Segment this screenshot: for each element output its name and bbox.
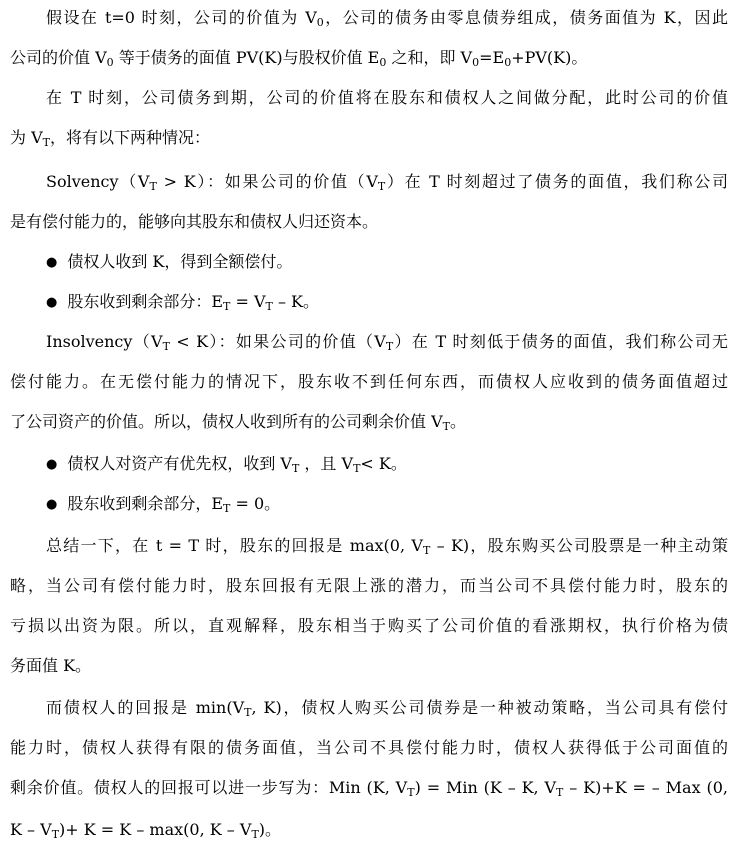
text-run: +PV(K)。 [511,48,588,67]
summary-line-1 [46,534,742,558]
creditor-line-4 [10,818,742,842]
solvency-bullet-1 [46,250,742,274]
subscript: T [353,462,361,475]
text-run: 股东收到剩余部分：E [67,292,224,311]
creditor-line-3 [10,776,742,800]
subscript: 0 [379,56,387,69]
text-run: – K)+K = – Max (0, [563,778,728,797]
text-run: 是有偿付能力的，能够向其股东和债权人归还资本。 [10,212,379,231]
text-run: 等于债务的面值 PV(K)与股权价值 E [113,48,380,67]
text-run: 了公司资产的价值。所以，债权人收到所有的公司剩余价值 V [10,412,443,431]
subscript: T [51,828,60,841]
text-run: – K。 [272,292,319,311]
text-run: < K。 [360,454,407,473]
bullet-icon: ● [46,497,58,512]
insolvency-line-1 [46,330,742,354]
insolvency-bullet-1 [46,452,742,476]
bullet-icon: ● [46,457,58,472]
text-run: ，将有以下两种情况： [50,128,211,147]
text-run: – K)，股东购买公司股票是一种主动策 [430,536,728,555]
insolvency-bullet-2 [46,492,742,516]
bullet-icon: ● [46,255,58,270]
subscript: 0 [504,56,512,69]
text-run: = 0。 [230,494,281,513]
text-run: ，公司的债务由零息债券组成，债务面值为 K，因此 [323,8,728,27]
text-run: )。 [258,820,282,839]
p2-line-1 [46,86,742,110]
subscript: 0 [472,56,480,69]
text-run: , K)，债权人购买公司债券是一种被动策略，当公司具有偿付 [251,698,728,717]
text-run: )+ K = K – max(0, K – V [59,820,252,839]
subscript: T [556,786,564,799]
text-run: < K）：如果公司的价值（V [169,332,386,351]
text-run: K – V [10,820,52,839]
text-run: 债权人对资产有优先权，收到 V [67,454,292,473]
creditor-line-2 [10,736,742,760]
subscript: T [223,300,231,313]
p1-line-1 [46,6,742,30]
text-run: 在 T 时刻，公司债务到期，公司的价值将在股东和债权人之间做分配，此时公司的价值 [46,88,728,107]
text-run: 剩余价值。债权人的回报可以进一步写为：Min (K, V [10,778,408,797]
text-run: 股东收到剩余部分，E [67,494,224,513]
text-run: 偿付能力。在无偿付能力的情况下，股东收不到任何东西，而债权人应收到的债务面值超过 [10,372,728,391]
text-run: =E [479,48,505,67]
subscript: 0 [106,56,114,69]
creditor-line-1 [46,696,742,720]
text-run: ）在 T 时刻超过了债务的面值，我们称公司 [385,172,728,191]
subscript: T [265,300,273,313]
summary-line-4 [10,654,742,678]
subscript: T [244,706,252,719]
text-run: ）在 T 时刻低于债务的面值，我们称公司无 [393,332,728,351]
subscript: T [251,828,259,841]
text-run: ，且 V [299,454,354,473]
text-run: Insolvency（V [46,332,163,351]
text-run: > K）：如果公司的价值（V [156,172,378,191]
subscript: T [385,340,394,353]
insolvency-line-3 [10,410,742,434]
text-run: 务面值 K。 [10,656,92,675]
text-run: 亏损以出资为限。所以，直观解释，股东相当于购买了公司价值的看涨期权，执行价格为债 [10,616,728,635]
text-run: 公司的价值 V [10,48,107,67]
text-run: Solvency（V [46,172,150,191]
text-run: 假设在 t=0 时刻，公司的价值为 V [46,8,317,27]
subscript: T [407,786,415,799]
text-run: 总结一下，在 t = T 时，股东的回报是 max(0, V [46,536,423,555]
p2-line-2 [10,126,742,150]
text-run: 之和，即 V [386,48,473,67]
solvency-line-2 [10,210,742,234]
text-run: 能力时，债权人获得有限的债务面值，当公司不具偿付能力时，债权人获得低于公司面值的 [10,738,728,757]
subscript: T [223,502,231,515]
summary-line-2 [10,574,742,598]
text-run: 为 V [10,128,43,147]
text-run: 而债权人的回报是 min(V [46,698,245,717]
solvency-line-1 [46,170,742,194]
text-run: 。 [450,412,467,431]
subscript: T [442,420,450,433]
text-run: 债权人收到 K，得到全额偿付。 [67,252,293,271]
p1-line-2 [10,46,742,70]
text-run: 略，当公司有偿付能力时，股东回报有无限上涨的潜力，而当公司不具偿付能力时，股东的 [10,576,728,595]
summary-line-3 [10,614,742,638]
subscript: T [422,544,431,557]
text-run: ) = Min (K – K, V [414,778,557,797]
subscript: T [377,180,386,193]
text-run: = V [230,292,266,311]
subscript: 0 [316,16,324,29]
subscript: T [149,180,157,193]
insolvency-line-2 [10,370,742,394]
subscript: T [162,340,170,353]
subscript: T [292,462,300,475]
subscript: T [42,136,50,149]
bullet-icon: ● [46,295,58,310]
solvency-bullet-2 [46,290,742,314]
